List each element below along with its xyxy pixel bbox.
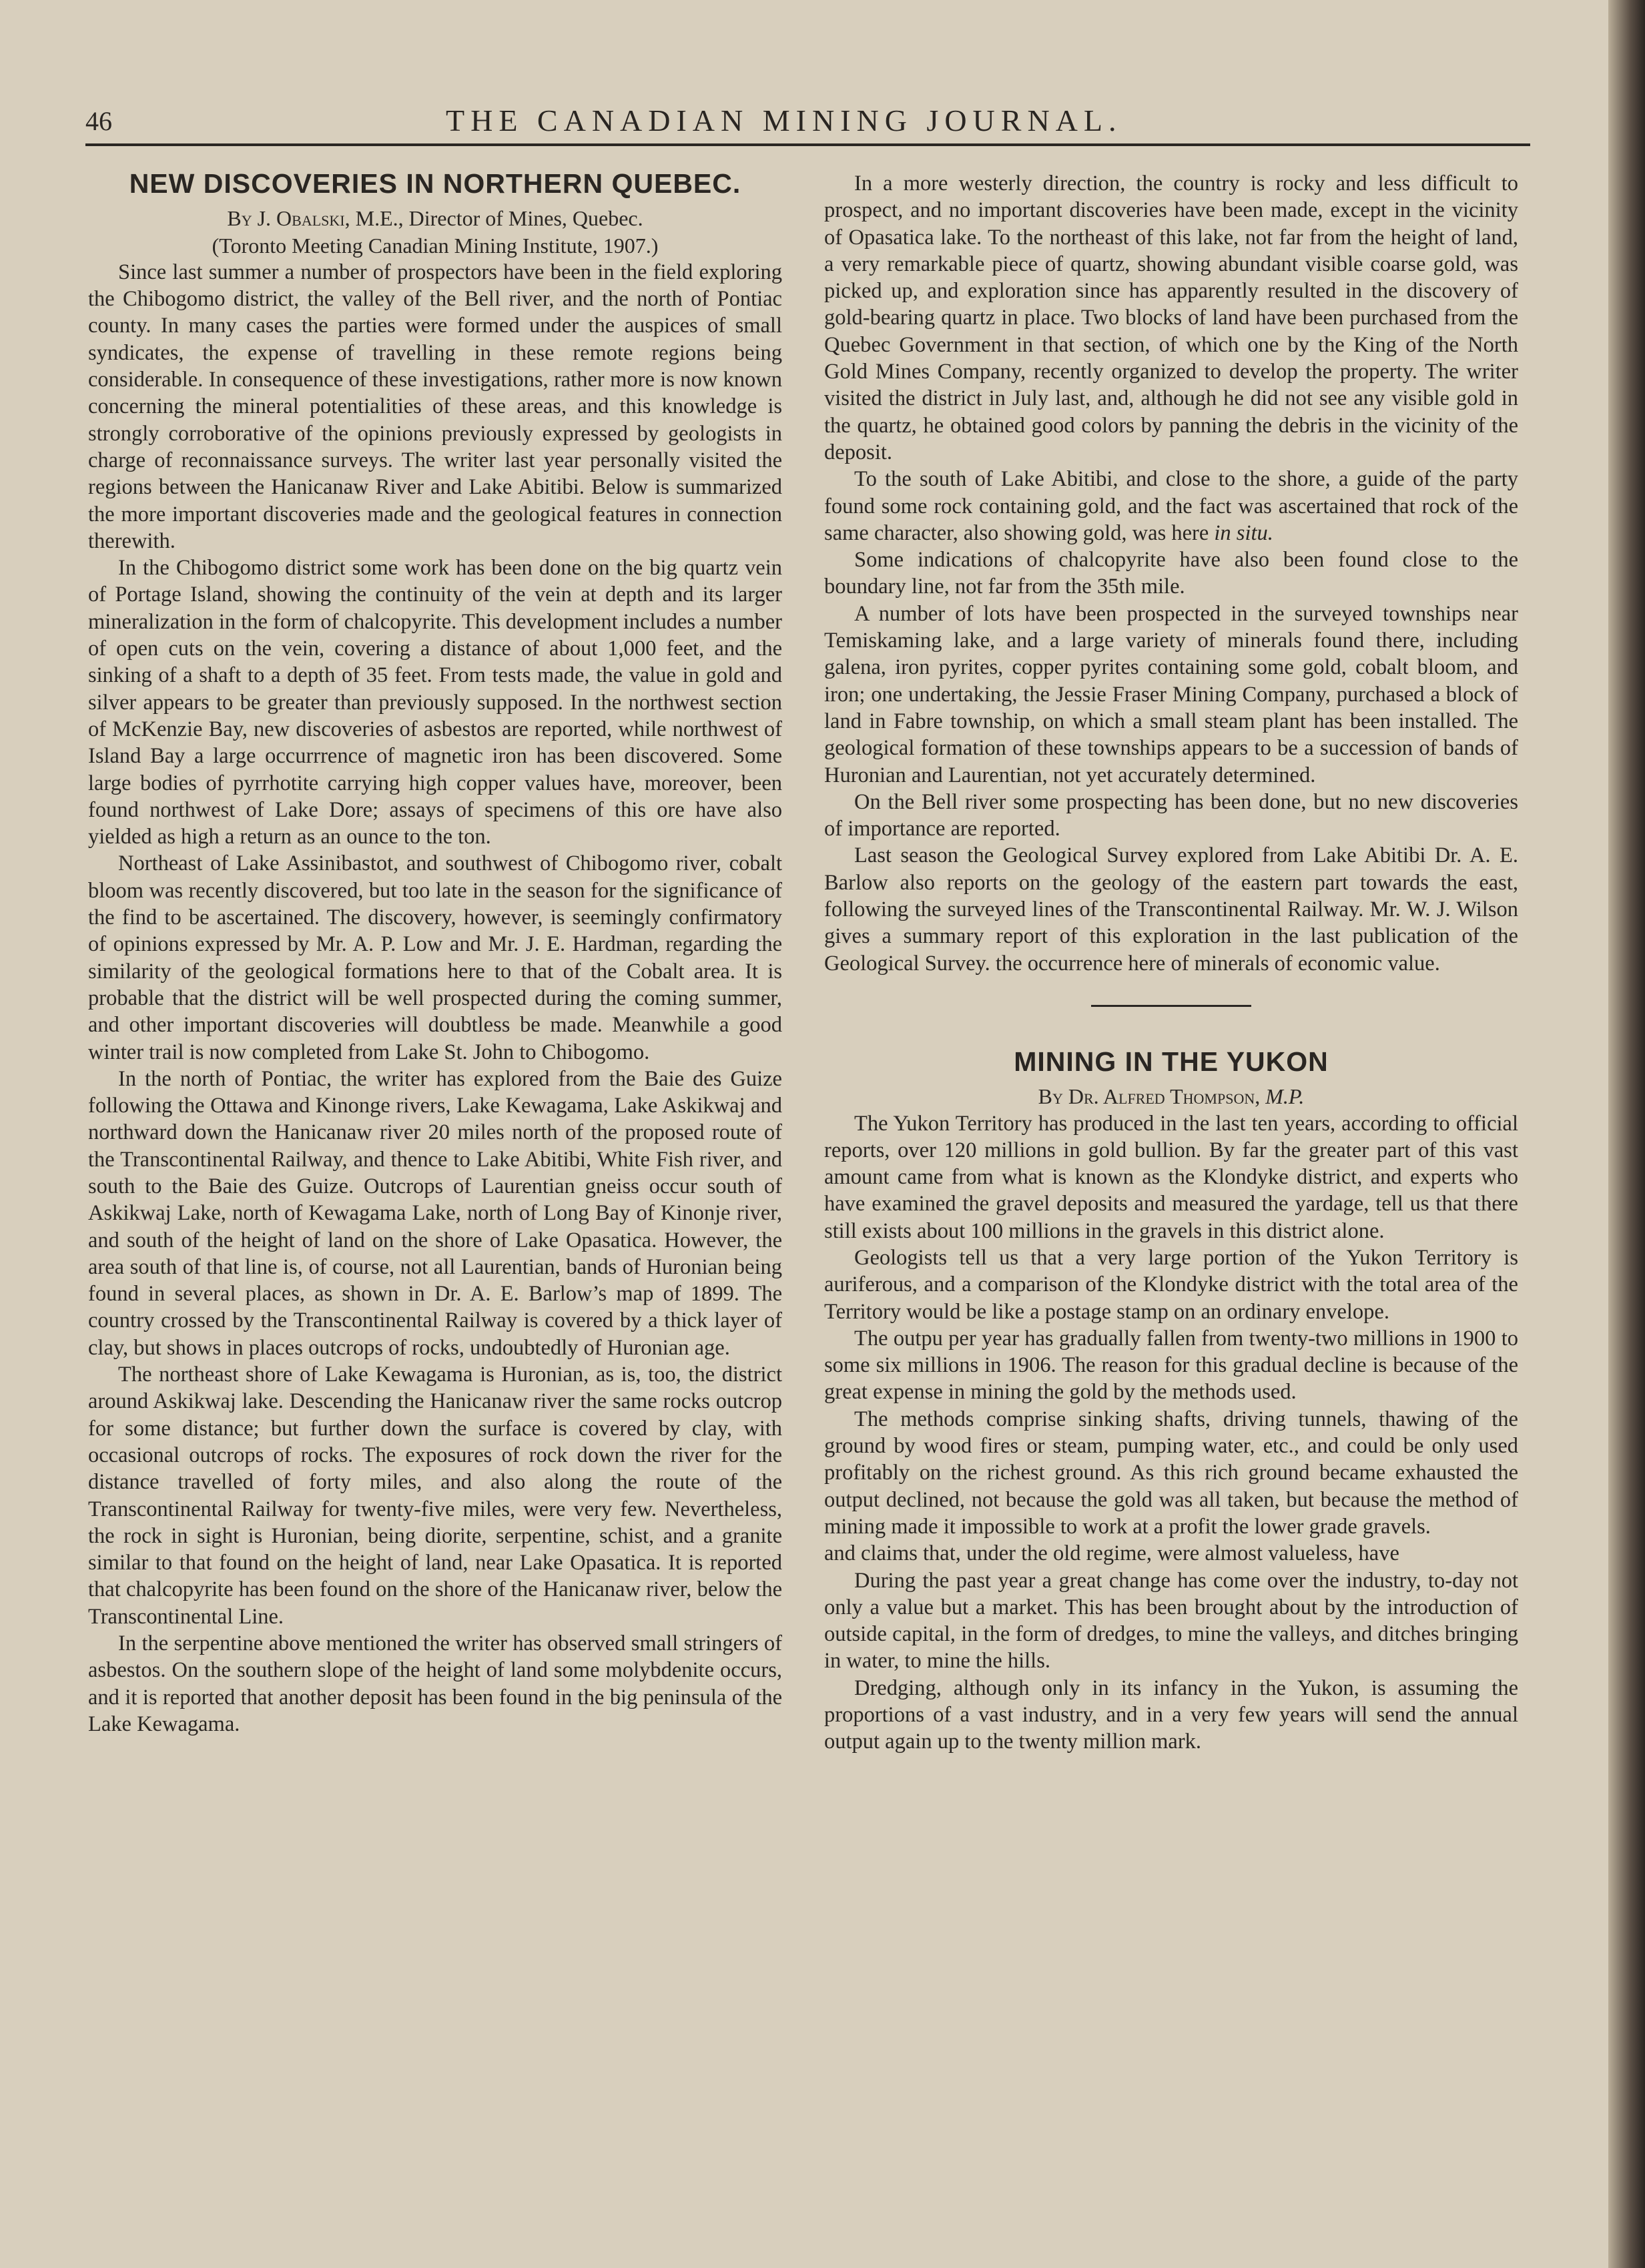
article-byline-yukon bbox=[824, 1083, 1518, 1110]
byline-role: Director of Mines, Quebec. bbox=[408, 206, 643, 231]
right-column bbox=[824, 170, 1518, 1756]
journal-title: THE CANADIAN MINING JOURNAL. bbox=[446, 103, 1122, 137]
article-title-quebec: NEW DISCOVERIES IN NORTHERN QUEBEC. bbox=[129, 168, 741, 199]
section-divider bbox=[1091, 1005, 1251, 1007]
paragraph: The outpu per year has gradually fallen from twenty-two millions in 1900 to some six millions in 1906. The reason for this gradual decline is because of the great expense in mining the gold by the methods used. bbox=[824, 1326, 1518, 1405]
header-rule bbox=[85, 143, 1530, 146]
byline-suffix: M.P. bbox=[1265, 1084, 1305, 1109]
paragraph: Since last summer a number of prospectors have been in the field exploring the Chibogomo district, the valley of the Bell river, and the north of Pontiac county. In many cases the parties were formed under the auspices of small syndicates, the expense of travelling in these remote regions being considerable. In consequence of these investigations, rather more is now known concerning the mineral potentialities of these areas, and this knowledge is strongly corroborative of the opinions previously expressed by geologists in charge of reconnaissance surveys. The writer last year personally visited the regions between the Hanicanaw River and Lake Abitibi. Below is summarized the more important discoveries made and the geological features in connection therewith. bbox=[88, 260, 782, 553]
article-title-yukon: MINING IN THE YUKON bbox=[1014, 1046, 1329, 1077]
paragraph: In a more westerly direction, the country is rocky and less difficult to prospect, and no important discoveries have been made, except in the vicinity of Opasatica lake. To the northeast of this lake, not far from the height of land, a very remarkable piece of quartz, showing abundant visible coarse gold, was picked up, and exploration since has apparently resulted in the discovery of gold-bearing quartz in place. Two blocks of land have been purchased from the Quebec Government in that section, of which one by the King of the North Gold Mines Company, recently organized to develop the property. The writer visited the district in July last, and, although he did not see any visible gold in the quartz, he obtained good colors by panning the debris in the vicinity of the deposit. bbox=[824, 171, 1518, 464]
page-number: 46 bbox=[85, 106, 112, 136]
left-column bbox=[88, 170, 782, 1738]
paragraph: and claims that, under the old regime, were almost valueless, have bbox=[824, 1541, 1399, 1566]
paragraph: On the Bell river some prospecting has been done, but no new discoveries of importance are reported. bbox=[824, 789, 1518, 841]
paragraph: In the serpentine above mentioned the writer has observed small stringers of asbestos. On the southern slope of the height of land some molybdenite occurs, and it is reported that another deposit has been found in the big peninsula of the Lake Kewagama. bbox=[88, 1631, 782, 1736]
paragraph: In the north of Pontiac, the writer has explored from the Baie des Guize following the Ottawa and Kinonge rivers, Lake Kewagama, Lake Askikwaj and northward down the Hanicanaw river 20 miles north of the proposed route of the Transcontinental Railway, and thence to Lake Abitibi, White Fish river, and south to the Baie des Guize. Outcrops of Laurentian gneiss occur south of Askikwaj Lake, north of Kewagama Lake, north of Long Bay of Kinonje river, and south of the height of land on the shore of Lake Opasatica. However, the area south of that line is, of course, not all Laurentian, bands of Huronian being found in several places, as shown in Dr. A. E. Barlow’s map of 1899. The country crossed by the Transcontinental Railway is covered by a thick layer of clay, but shows in places outcrops of rocks, undoubtedly of Huronian age. bbox=[88, 1066, 782, 1360]
byline-author: By J. Obalski, M.E., bbox=[227, 206, 404, 231]
paragraph: During the past year a great change has come over the industry, to-day not only a value but a market. This has been brought about by the introduction of outside capital, in the form of dredges, to mine the valleys, and ditches bringing in water, to mine the hills. bbox=[824, 1568, 1518, 1673]
paragraph: A number of lots have been prospected in the surveyed townships near Temiskaming lake, and a large variety of minerals found there, including galena, iron pyrites, copper pyrites containing some gold, cobalt bloom, and iron; one undertaking, the Jessie Fraser Mining Company, purchased a block of land in Fabre township, on which a small steam plant has been installed. The geological formation of these townships appears to be a succession of bands of Huronian and Laurentian, not yet accurately determined. bbox=[824, 601, 1518, 787]
paragraph: Northeast of Lake Assinibastot, and southwest of Chibogomo river, cobalt bloom was recently discovered, but too late in the season for the significance of the find to be ascertained. The discovery, however, is seemingly confirmatory of opinions expressed by Mr. A. P. Low and Mr. J. E. Hardman, regarding the similarity of the geological formations here to that of the Cobalt area. It is probable that the district will be well prospected during the coming summer, and other important discoveries will doubtless be made. Meanwhile a good winter trail is now completed from Lake St. John to Chibogomo. bbox=[88, 851, 782, 1064]
meeting-note: (Toronto Meeting Canadian Mining Institute, 1907.) bbox=[212, 233, 659, 258]
in-situ-italic: in situ. bbox=[1214, 520, 1273, 545]
book-spine-shadow bbox=[1608, 0, 1645, 2268]
paragraph: The methods comprise sinking shafts, driving tunnels, thawing of the ground by wood fires or steam, pumping water, etc., and could be only used profitably on the richest ground. As this rich ground became exhausted the output declined, not because the gold was all taken, but because the method of mining made it impossible to work at a profit the lower grade gravels. bbox=[824, 1407, 1518, 1539]
paragraph: Dredging, although only in its infancy in the Yukon, is assuming the proportions of a vast industry, and in a very few years will send the annual output again up to the twenty million mark. bbox=[824, 1675, 1518, 1754]
paragraph: The Yukon Territory has produced in the last ten years, according to official reports, over 120 millions in gold bullion. By far the greater part of this vast amount came from what is known as the Klondyke district, and experts who have examined the gravel deposits and measured the yardage, tell us that there still exists about 100 millions in the gravels in this district alone. bbox=[824, 1111, 1518, 1243]
paragraph: The northeast shore of Lake Kewagama is Huronian, as is, too, the district around Askikwaj lake. Descending the Hanicanaw river the same rocks outcrop for some distance; but further down the surface is covered by clay, with occasional outcrops of rocks. The exposures of rock down the river for the distance travelled of forty miles, and also along the route of the Transcontinental Railway for twenty-five miles, were very few. Nevertheless, the rock in sight is Huronian, being diorite, serpentine, schist, and a granite similar to that found on the height of land, near Lake Opasatica. It is reported that chalcopyrite has been found on the shore of the Hanicanaw river, below the Transcontinental Line. bbox=[88, 1363, 782, 1629]
paragraph: Geologists tell us that a very large portion of the Yukon Territory is auriferous, and a comparison of the Klondyke district with the total area of the Territory would be like a postage stamp on an ordinary envelope. bbox=[824, 1245, 1518, 1324]
paragraph: In the Chibogomo district some work has been done on the big quartz vein of Portage Island, showing the continuity of the vein at depth and its larger mineralization in the form of chalcopyrite. This development includes a number of open cuts on the vein, covering a distance of about 1,000 feet, and the sinking of a shaft to a depth of 35 feet. From tests made, the value in gold and silver appears to be greater than previously supposed. In the northwest section of McKenzie Bay, new discoveries of asbestos are reported, while northwest of Island Bay a large occurrrence of magnetic iron has been discovered. Some large bodies of pyrrhotite carrying high copper values have, moreover, been found northwest of Lake Dore; assays of specimens of this ore have also yielded as high a return as an ounce to the ton. bbox=[88, 556, 782, 849]
paragraph-in-situ bbox=[824, 466, 1518, 546]
byline-author: By Dr. Alfred Thompson, bbox=[1038, 1084, 1261, 1109]
paragraph: Last season the Geological Survey explored from Lake Abitibi Dr. A. E. Barlow also reports on the geology of the eastern part towards the east, following the surveyed lines of the Transcontinental Railway. Mr. W. J. Wilson gives a summary report of this exploration in the last publication of the Geological Survey. the occurrence here of minerals of economic value. bbox=[824, 843, 1518, 976]
paragraph: Some indications of chalcopyrite have also been found close to the boundary line, not far from the 35th mile. bbox=[824, 548, 1518, 599]
article-byline-quebec bbox=[88, 205, 782, 232]
paragraph-text: To the south of Lake Abitibi, and close to the shore, a guide of the party found some rock containing gold, and the fact was ascertained that rock of the same character, also showing gold, was here bbox=[824, 467, 1518, 545]
